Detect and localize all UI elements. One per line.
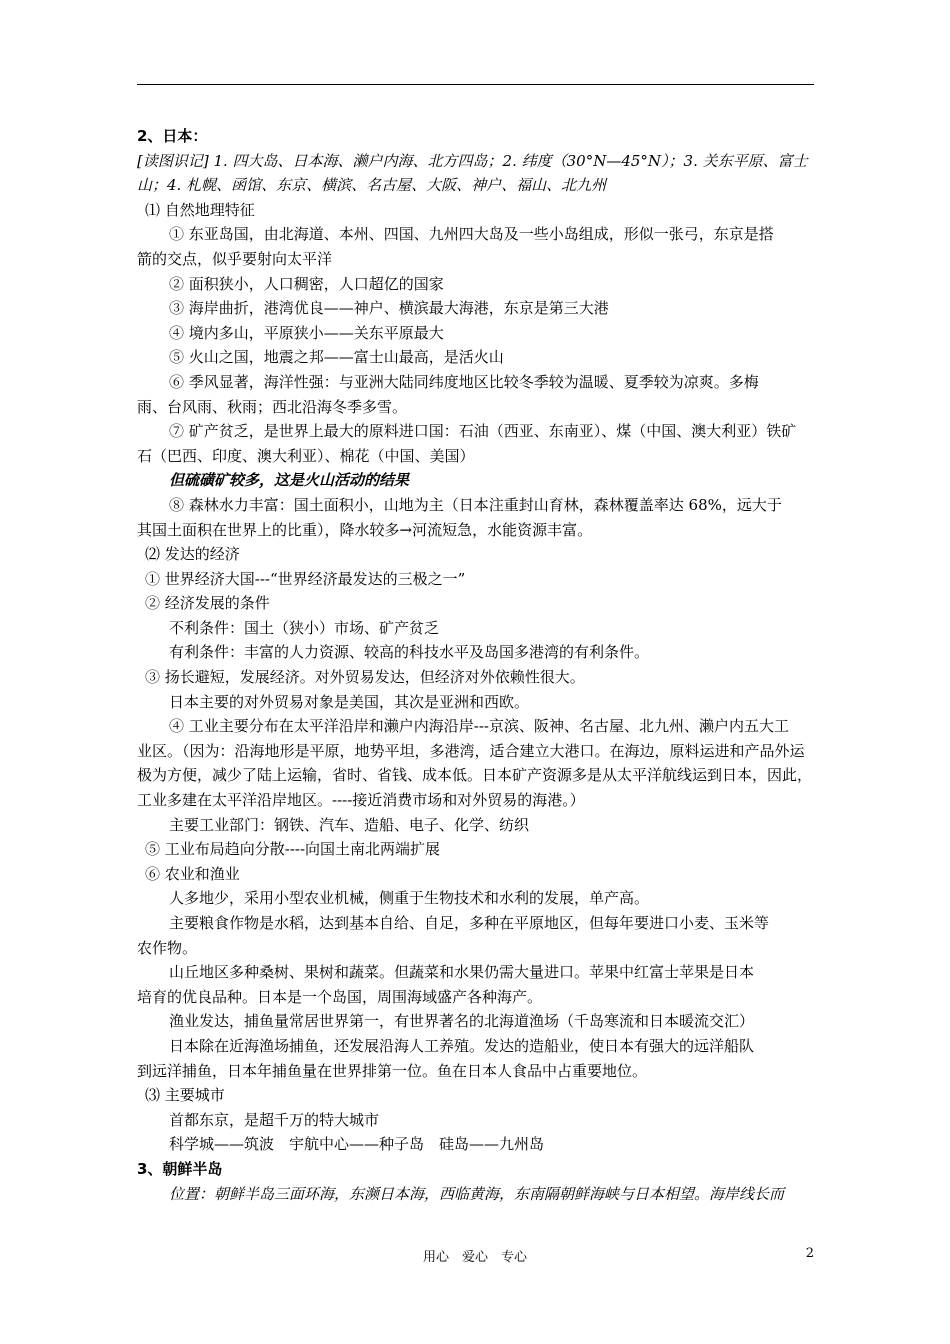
- text-line: 日本除在近海渔场捕鱼，还发展沿海人工养殖。发达的造船业，使日本有强大的远洋船队: [169, 1036, 755, 1055]
- text-line: 工业多建在太平洋沿岸地区。----接近消费市场和对外贸易的海港。）: [137, 791, 585, 810]
- text-line: ⑵ 发达的经济: [145, 545, 240, 564]
- text-line: 雨、台风雨、秋雨；西北沿海冬季多雪。: [137, 397, 408, 416]
- text-line: ① 世界经济大国---“世界经济最发达的三极之一”: [145, 569, 466, 588]
- text-line: ④ 境内多山，平原狭小——关东平原最大: [169, 323, 444, 342]
- text-line: 培育的优良品种。日本是一个岛国，周围海域盛产各种海产。: [137, 987, 543, 1006]
- text-line: ② 面积狭小，人口稠密，人口超亿的国家: [169, 274, 444, 293]
- text-line: ③ 扬长避短，发展经济。对外贸易发达，但经济对外依赖性很大。: [145, 668, 585, 687]
- text-line: 日本主要的对外贸易对象是美国，其次是亚洲和西欧。: [169, 692, 530, 711]
- text-line: 不利条件：国土（狭小）市场、矿产贫乏: [169, 618, 440, 637]
- text-line: 业区。（因为：沿海地形是平原，地势平坦，多港湾，适合建立大港口。在海边，原料运进和产品外运: [137, 741, 805, 760]
- text-line: 主要工业部门：钢铁、汽车、造船、电子、化学、纺织: [169, 815, 530, 834]
- text-line: 人多地少，采用小型农业机械，侧重于生物技术和水利的发展，单产高。: [169, 889, 650, 908]
- text-line: ⑤ 火山之国，地震之邦——富士山最高，是活火山: [169, 348, 504, 367]
- text-line: 山；4. 札幌、函馆、东京、横滨、名古屋、大阪、神户、福山、北九州: [137, 176, 607, 195]
- text-line: ⑥ 农业和渔业: [145, 864, 240, 883]
- text-line: 首都东京，是超千万的特大城市: [169, 1110, 380, 1129]
- page-number: 2: [805, 1246, 814, 1261]
- header-rule: [137, 84, 814, 85]
- text-line: ⑥ 季风显著，海洋性强：与亚洲大陆同纬度地区比较冬季较为温暖、夏季较为凉爽。多梅: [169, 372, 759, 391]
- footer-motto: 用心 爱心 专心: [422, 1250, 527, 1265]
- text-line: ② 经济发展的条件: [145, 594, 270, 613]
- text-line: 位置：朝鲜半岛三面环海，东濒日本海，西临黄海，东南隔朝鲜海峡与日本相望。海岸线长而: [169, 1184, 785, 1203]
- text-line: 主要粮食作物是水稻，达到基本自给、自足，多种在平原地区，但每年要进口小麦、玉米等: [169, 914, 770, 932]
- text-line: ⑴ 自然地理特征: [145, 200, 255, 219]
- section-heading: 2、日本：: [137, 127, 208, 145]
- text-line: ⑦ 矿产贫乏，是世界上最大的原料进口国：石油（西亚、东南亚）、煤（中国、澳大利亚）铁矿: [169, 422, 797, 441]
- text-line: ① 东亚岛国，由北海道、本州、四国、九州四大岛及一些小岛组成，形似一张弓，东京是搭: [169, 225, 774, 244]
- text-line: ④ 工业主要分布在太平洋沿岸和濑户内海沿岸---京滨、阪神、名古屋、北九州、濑户内五大工: [169, 717, 789, 736]
- text-line: ⑤ 工业布局趋向分散----向国土南北两端扩展: [145, 840, 441, 859]
- text-line: ③ 海岸曲折，港湾优良——神户、横滨最大海港，东京是第三大港: [169, 299, 609, 318]
- text-line: 有利条件：丰富的人力资源、较高的科技水平及岛国多港湾的有利条件。: [169, 643, 650, 662]
- text-line: ⑶ 主要城市: [145, 1086, 225, 1105]
- section-heading: 3、朝鲜半岛: [137, 1159, 223, 1178]
- text-line: ⑧ 森林水力丰富：国土面积小，山地为主（日本注重封山育林，森林覆盖率达 68%，远大于: [169, 495, 782, 514]
- text-line: 科学城——筑波 宇航中心——种子岛 硅岛——九州岛: [169, 1135, 545, 1154]
- text-line: 其国土面积在世界上的比重），降水较多→河流短急，水能资源丰富。: [137, 520, 593, 539]
- text-line: 渔业发达，捕鱼量常居世界第一，有世界著名的北海道渔场（千岛寒流和日本暖流交汇）: [169, 1012, 755, 1031]
- text-line: 到远洋捕鱼，日本年捕鱼量在世界排第一位。鱼在日本人食品中占重要地位。: [137, 1061, 648, 1080]
- text-line: 但硫磺矿较多，这是火山活动的结果: [169, 471, 410, 490]
- text-line: 农作物。: [137, 938, 198, 957]
- text-line: 山丘地区多种桑树、果树和蔬菜。但蔬菜和水果仍需大量进口。苹果中红富士苹果是日本: [169, 963, 755, 982]
- document-body: [137, 124, 814, 1206]
- text-line: 石（巴西、印度、澳大利亚）、棉花（中国、美国）: [137, 446, 475, 465]
- text-line: 箭的交点，似乎要射向太平洋: [137, 249, 333, 268]
- text-line: [读图识记] 1. 四大岛、日本海、濑户内海、北方四岛；2. 纬度（30°N—45°N）；3. 关东平原、富士: [137, 151, 808, 170]
- text-line: 极为方便，减少了陆上运输，省时、省钱、成本低。日本矿产资源多是从太平洋航线运到日本，因此，: [137, 766, 813, 785]
